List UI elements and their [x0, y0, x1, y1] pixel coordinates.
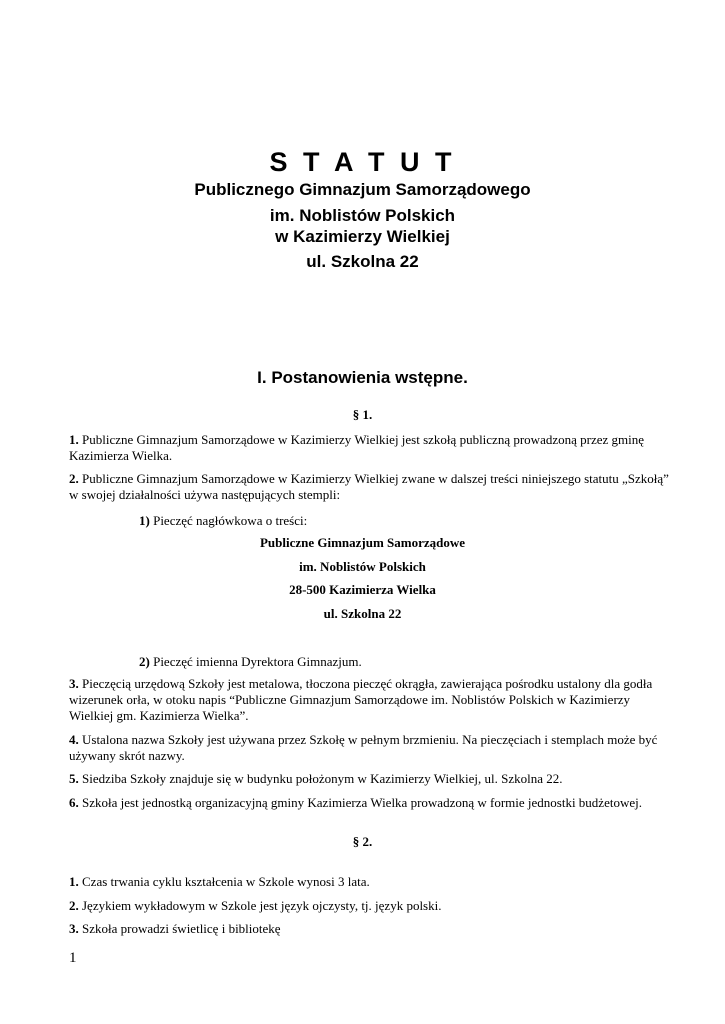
clause-text: Publiczne Gimnazjum Samorządowe w Kazimierzy Wielkiej jest szkołą publiczną prowadzoną przez gminę Kazimierza Wielka. — [69, 432, 645, 463]
clause-text: Siedziba Szkoły znajduje się w budynku położonym w Kazimierzy Wielkiej, ul. Szkolna 22. — [78, 771, 563, 786]
document-title: S T A T U T — [269, 147, 456, 177]
stamp-2-label — [139, 654, 362, 670]
school-name-line3: w Kazimierzy Wielkiej — [275, 227, 450, 246]
clause-1-2 — [69, 471, 669, 503]
clause-text: Publiczne Gimnazjum Samorządowe w Kazimierzy Wielkiej zwane w dalszej treści niniejszego statutu „Szkołą” w swojej działalności używa następujących stempli: — [69, 471, 669, 502]
paragraph-mark-2: § 2. — [352, 834, 373, 849]
clause-number: 3. — [69, 921, 79, 936]
list-marker: 2) — [139, 654, 150, 669]
list-marker: 1) — [139, 513, 150, 528]
school-name-line1: Publicznego Gimnazjum Samorządowego — [194, 180, 531, 199]
clause-number: 2. — [69, 898, 79, 913]
stamp-line: 28-500 Kazimierza Wielka — [289, 582, 436, 597]
stamp-line: im. Noblistów Polskich — [299, 559, 426, 574]
clause-text: Pieczęcią urzędową Szkoły jest metalowa, tłoczona pieczęć okrągła, zawierająca pośrodku ustalony dla godła wizerunek orła, w otoku napis “Publiczne Gimnazjum Samorządowe im. Noblistów Polskich w Kazimierzy Wielkiej gm. Kazimierza Wielka”. — [69, 676, 653, 723]
stamp-line: ul. Szkolna 22 — [323, 606, 402, 621]
school-address: ul. Szkolna 22 — [306, 252, 419, 271]
clause-text: Szkoła prowadzi świetlicę i bibliotekę — [78, 921, 281, 936]
clause-1-6 — [69, 795, 669, 811]
clause-2-3 — [69, 921, 669, 937]
clause-1-4 — [69, 732, 669, 764]
paragraph-mark-1: § 1. — [352, 407, 373, 422]
clause-1-3 — [69, 676, 669, 724]
clause-number: 2. — [69, 471, 79, 486]
clause-number: 5. — [69, 771, 79, 786]
clause-number: 1. — [69, 874, 79, 889]
clause-text: Szkoła jest jednostką organizacyjną gminy Kazimierza Wielka prowadzoną w formie jednostki budżetowej. — [78, 795, 642, 810]
clause-number: 4. — [69, 732, 79, 747]
stamp-1-label — [139, 513, 307, 529]
page-number: 1 — [69, 950, 77, 966]
list-text: Pieczęć nagłówkowa o treści: — [149, 513, 308, 528]
clause-number: 3. — [69, 676, 79, 691]
section-heading: I. Postanowienia wstępne. — [257, 368, 468, 387]
list-text: Pieczęć imienna Dyrektora Gimnazjum. — [149, 654, 362, 669]
clause-text: Czas trwania cyklu kształcenia w Szkole wynosi 3 lata. — [78, 874, 370, 889]
school-name-line2: im. Noblistów Polskich — [269, 206, 456, 225]
clause-1-5 — [69, 771, 669, 787]
clause-2-2 — [69, 898, 669, 914]
clause-1-1 — [69, 432, 669, 464]
clause-2-1 — [69, 874, 669, 890]
clause-text: Ustalona nazwa Szkoły jest używana przez Szkołę w pełnym brzmieniu. Na pieczęciach i stemplach może być używany skrót nazwy. — [69, 732, 658, 763]
stamp-line: Publiczne Gimnazjum Samorządowe — [259, 535, 466, 550]
clause-text: Językiem wykładowym w Szkole jest język ojczysty, tj. język polski. — [78, 898, 442, 913]
clause-number: 1. — [69, 432, 79, 447]
clause-number: 6. — [69, 795, 79, 810]
